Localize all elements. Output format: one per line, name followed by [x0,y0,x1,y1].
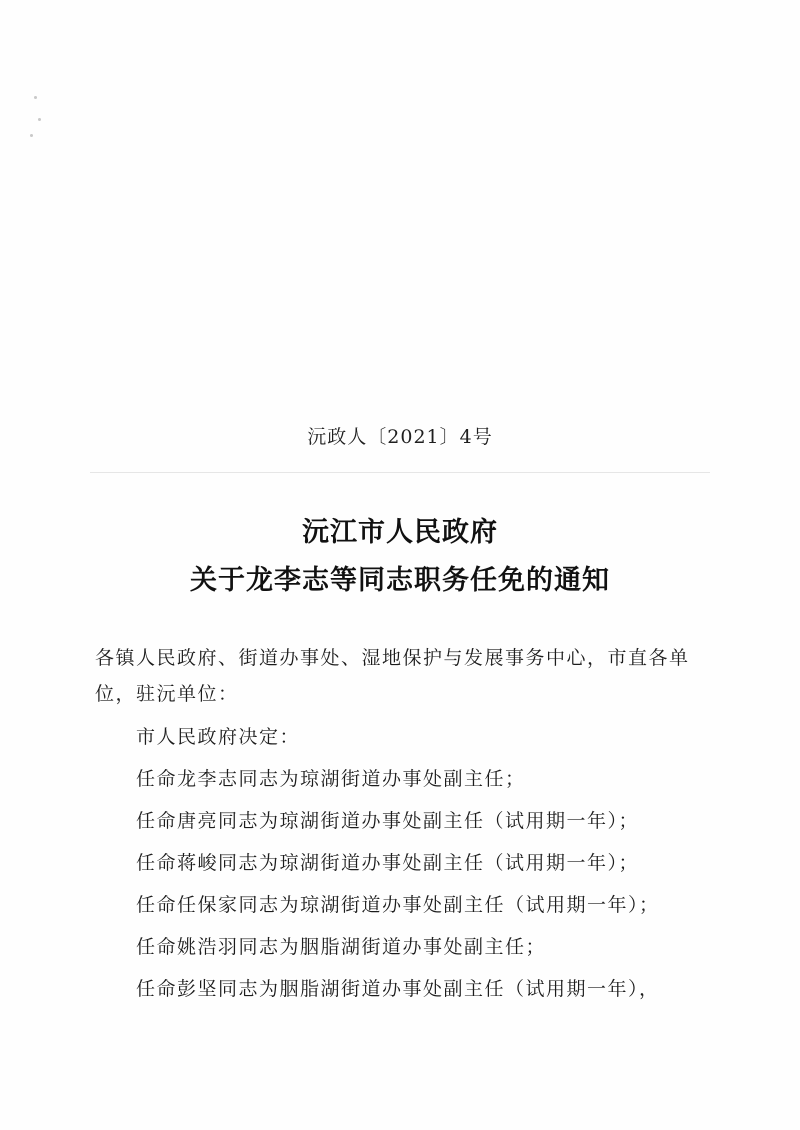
header-divider [90,472,710,473]
title-subject: 关于龙李志等同志职务任免的通知 [190,565,610,596]
body-line-appointment: 任命彭坚同志为胭脂湖街道办事处副主任（试用期一年）， [136,978,660,1000]
body-line-appointment: 任命龙李志同志为琼湖街道办事处副主任； [136,768,526,790]
body-line-appointment: 任命唐亮同志为琼湖街道办事处副主任（试用期一年）； [136,810,640,832]
body-line-decision: 市人民政府决定： [136,726,301,748]
scan-speck [38,118,41,121]
body-line-appointment: 任命姚浩羽同志为胭脂湖街道办事处副主任； [136,936,547,958]
body-line-appointment: 任命蒋峻同志为琼湖街道办事处副主任（试用期一年）； [136,852,640,874]
title-issuer: 沅江市人民政府 [302,517,498,548]
body-paragraphs [136,716,726,1010]
document-number: 沅政人〔2021〕4号 [307,426,493,448]
scan-speck [30,134,33,137]
scan-speck [34,96,37,99]
body-line-appointment: 任命任保家同志为琼湖街道办事处副主任（试用期一年）； [136,894,660,916]
addressee-paragraph: 各镇人民政府、街道办事处、湿地保护与发展事务中心，市直各单位，驻沅单位： [95,647,690,705]
